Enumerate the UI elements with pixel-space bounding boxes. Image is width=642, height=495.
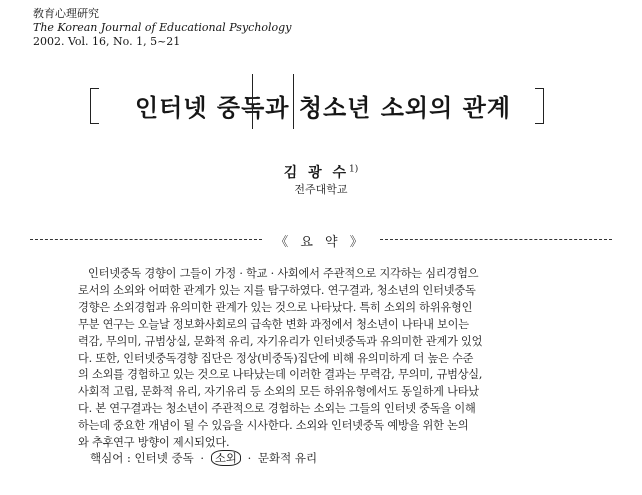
title-right-bracket: [535, 88, 544, 124]
title-marker-lines: [252, 74, 294, 129]
abstract-line: 다. 또한, 인터넷중독경향 집단은 정상(비중독)집단에 비해 유의미하게 더 높은 수준: [78, 351, 474, 365]
abstract-line: 다. 본 연구결과는 청소년이 주관적으로 경험하는 소외는 그들의 인터넷 중독을 이해: [78, 402, 476, 416]
abstract-line: 무분 연구는 오늘날 정보화사회로의 급속한 변화 과정에서 청소년이 나타내 보이는: [78, 317, 469, 331]
title-left-bracket: [90, 88, 99, 124]
journal-english-name: The Korean Journal of Educational Psychology: [33, 21, 292, 34]
abstract-line: 하는데 중요한 개념이 될 수 있음을 시사한다. 소외와 인터넷중독 예방을 위한 논의: [78, 419, 469, 433]
keyword: 인터넷 중독: [134, 451, 194, 465]
keywords: [90, 450, 317, 466]
keywords-label: 핵심어 :: [90, 451, 131, 465]
journal-citation: 2002. Vol. 16, No. 1, 5~21: [33, 35, 181, 48]
abstract-line: 인터넷중독 경향이 그들이 가정 · 학교 · 사회에서 주관적으로 지각하는 심리경험으: [88, 267, 479, 280]
abstract-line: 사회적 고립, 문화적 유리, 자기유리 등 소외의 모든 하위유형에서도 동일하게 나타났: [78, 385, 479, 399]
abstract-line: 경향은 소외경험과 유의미한 관계가 있는 것으로 나타났다. 특히 소외의 하위유형인: [78, 300, 473, 314]
journal-info: [33, 7, 291, 49]
article-title: [92, 86, 554, 130]
abstract-heading: 《 요 약 》: [275, 235, 367, 250]
abstract-line: 의 소외를 경험하고 있는 것으로 나타났는데 이러한 결과는 무력감, 무의미, 규범상실,: [78, 368, 483, 382]
abstract-body: [78, 266, 602, 452]
abstract-rule-right: [380, 239, 612, 240]
keyword-separator: ·: [200, 451, 205, 465]
article-title-text: 인터넷 중독과 청소년 소외의 관계: [135, 93, 511, 122]
journal-korean-name: 敎育心理硏究: [33, 7, 99, 20]
keyword: 문화적 유리: [257, 451, 318, 465]
abstract-line: 력감, 무의미, 규범상실, 문화적 유리, 자기유리가 인터넷중독과 유의미한 관계가 있었: [78, 334, 483, 348]
keyword-separator: ·: [247, 451, 252, 465]
author-affiliation: 전주대학교: [294, 183, 348, 196]
author-footnote-marker: 1): [349, 164, 359, 175]
author-name-text: 김 광 수: [283, 165, 350, 181]
keyword-circled: 소외: [211, 450, 241, 466]
abstract-rule-left: [30, 239, 262, 240]
abstract-line: 와 추후연구 방향이 제시되었다.: [78, 436, 230, 450]
author-name: [0, 162, 642, 182]
abstract-line: 로서의 소외와 어떠한 관계가 있는 지를 탐구하였다. 연구결과, 청소년의 인터넷중독: [78, 283, 476, 297]
